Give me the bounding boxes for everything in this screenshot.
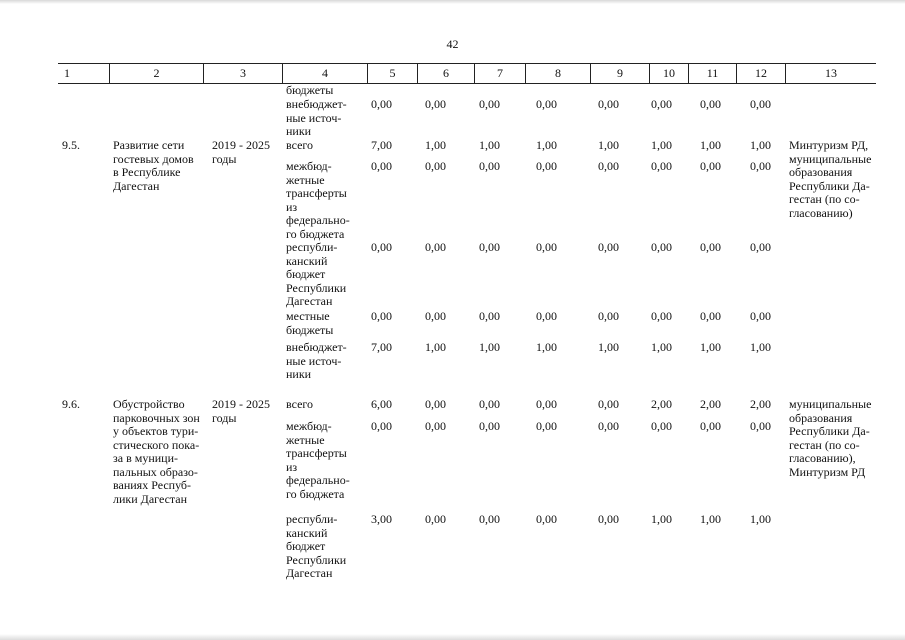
value-cell: 1,00: [700, 340, 721, 354]
value-cell: 1,00: [425, 138, 446, 152]
value-cell: 0,00: [536, 240, 557, 254]
value-cell: 1,00: [479, 340, 500, 354]
header-col-6: 6: [417, 64, 474, 83]
value-cell: 2,00: [700, 397, 721, 411]
header-col-5: 5: [367, 64, 417, 83]
value-cell: 0,00: [598, 240, 619, 254]
value-cell: 2,00: [651, 397, 672, 411]
value-cell: 3,00: [371, 512, 392, 526]
value-cell: 0,00: [371, 240, 392, 254]
header-col-3: 3: [203, 64, 282, 83]
value-cell: 0,00: [479, 159, 500, 173]
value-cell: 0,00: [425, 159, 446, 173]
value-cell: 0,00: [479, 97, 500, 111]
value-cell: 0,00: [479, 419, 500, 433]
value-cell: 0,00: [598, 159, 619, 173]
value-cell: 0,00: [425, 512, 446, 526]
funding-source-label: республи- канский бюджет Республики Дагестан: [286, 512, 347, 580]
value-cell: 1,00: [750, 138, 771, 152]
header-col-7: 7: [474, 64, 525, 83]
value-cell: 0,00: [598, 397, 619, 411]
value-cell: 0,00: [651, 159, 672, 173]
value-cell: 0,00: [536, 159, 557, 173]
value-cell: 0,00: [479, 309, 500, 323]
funding-source-label: всего: [286, 138, 314, 152]
value-cell: 0,00: [700, 97, 721, 111]
funding-source-label: межбюд- жетные трансферты из федерально- го бюджета: [286, 419, 350, 501]
value-cell: 0,00: [750, 240, 771, 254]
value-cell: 0,00: [371, 159, 392, 173]
value-cell: 0,00: [479, 397, 500, 411]
scan-edge-top: [0, 0, 905, 4]
period: 2019 - 2025 годы: [212, 138, 270, 166]
value-cell: 1,00: [536, 340, 557, 354]
value-cell: 1,00: [598, 340, 619, 354]
executor: Минтуризм РД, муниципальные образования Республики Да- гестан (по со- гласованию): [789, 138, 872, 220]
value-cell: 0,00: [371, 309, 392, 323]
header-col-11: 11: [688, 64, 736, 83]
value-cell: 0,00: [651, 309, 672, 323]
header-col-9: 9: [590, 64, 649, 83]
header-col-2: 2: [109, 64, 203, 83]
value-cell: 0,00: [700, 309, 721, 323]
value-cell: 0,00: [598, 512, 619, 526]
value-cell: 0,00: [598, 419, 619, 433]
funding-source-label: внебюджет- ные источ- ники: [286, 340, 347, 381]
value-cell: 1,00: [651, 512, 672, 526]
item-number: 9.5.: [62, 138, 80, 152]
item-number: 9.6.: [62, 397, 80, 411]
value-cell: 0,00: [371, 419, 392, 433]
funding-source-label: местные бюджеты: [286, 309, 334, 337]
funding-source-label: внебюджет- ные источ- ники: [286, 97, 347, 138]
value-cell: 0,00: [425, 97, 446, 111]
value-cell: 0,00: [750, 419, 771, 433]
period: 2019 - 2025 годы: [212, 397, 270, 425]
value-cell: 0,00: [700, 419, 721, 433]
funding-source-label: всего: [286, 397, 314, 411]
value-cell: 1,00: [750, 512, 771, 526]
value-cell: 0,00: [425, 240, 446, 254]
value-cell: 1,00: [700, 138, 721, 152]
header-col-12: 12: [736, 64, 785, 83]
value-cell: 0,00: [536, 309, 557, 323]
value-cell: 0,00: [750, 97, 771, 111]
value-cell: 0,00: [425, 397, 446, 411]
value-cell: 1,00: [479, 138, 500, 152]
value-cell: 0,00: [700, 240, 721, 254]
value-cell: 1,00: [598, 138, 619, 152]
value-cell: 0,00: [700, 159, 721, 173]
measure-name: Развитие сети гостевых домов в Республике Дагестан: [113, 138, 194, 193]
value-cell: 0,00: [750, 309, 771, 323]
value-cell: 0,00: [651, 97, 672, 111]
value-cell: 0,00: [598, 97, 619, 111]
value-cell: 1,00: [536, 138, 557, 152]
value-cell: 0,00: [536, 97, 557, 111]
page-number: 42: [446, 37, 459, 51]
value-cell: 0,00: [479, 512, 500, 526]
value-cell: 0,00: [536, 397, 557, 411]
value-cell: 0,00: [371, 97, 392, 111]
value-cell: 0,00: [425, 309, 446, 323]
value-cell: 1,00: [750, 340, 771, 354]
funding-source-label: межбюд- жетные трансферты из федерально- го бюджета: [286, 159, 350, 241]
funding-source-label: республи- канский бюджет Республики Дагестан: [286, 240, 347, 308]
value-cell: 0,00: [479, 240, 500, 254]
value-cell: 0,00: [651, 419, 672, 433]
value-cell: 7,00: [371, 340, 392, 354]
measure-name: Обустройство парковочных зон у объектов тури- стического пока- за в муници- пальных образо- ваниях Респуб- лики Дагестан: [113, 397, 200, 506]
value-cell: 0,00: [425, 419, 446, 433]
table-header-row: [58, 63, 876, 84]
value-cell: 0,00: [750, 159, 771, 173]
value-cell: 0,00: [598, 309, 619, 323]
value-cell: 1,00: [425, 340, 446, 354]
value-cell: 2,00: [750, 397, 771, 411]
header-col-10: 10: [649, 64, 688, 83]
value-cell: 1,00: [651, 138, 672, 152]
header-col-1: 1: [64, 66, 70, 80]
value-cell: 0,00: [536, 419, 557, 433]
header-col-8: 8: [525, 64, 590, 83]
funding-source-label: бюджеты: [286, 83, 334, 97]
value-cell: 7,00: [371, 138, 392, 152]
value-cell: 1,00: [651, 340, 672, 354]
value-cell: 1,00: [700, 512, 721, 526]
value-cell: 0,00: [536, 512, 557, 526]
value-cell: 0,00: [651, 240, 672, 254]
value-cell: 6,00: [371, 397, 392, 411]
executor: муниципальные образования Республики Да- гестан (по со- гласованию), Минтуризм РД: [789, 397, 872, 479]
header-col-13: 13: [785, 64, 876, 83]
scan-edge-bottom: [0, 634, 905, 640]
header-col-4: 4: [282, 64, 367, 83]
